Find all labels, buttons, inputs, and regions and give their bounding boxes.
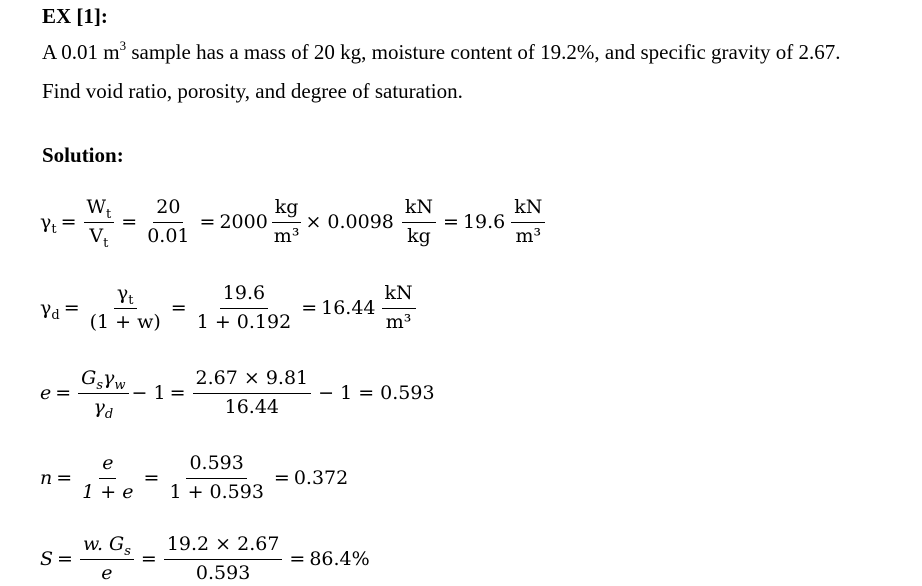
equation-dry-unit-weight: $\gamma_d$ = $\frac{\gamma_t}{(1 + w)}$ = $\frac{19.6}{1 + 0.192}$ = 16.44 $\frac{kN}{\text{m³}}$	[40, 282, 419, 335]
problem-line-2: Find void ratio, porosity, and degree of saturation.	[42, 79, 463, 103]
equation-total-unit-weight: $\gamma_t$ = $\frac{W_t}{V_t}$ = $\frac{20}{0.01}$ = 2000 $\frac{kg}{\text{m³}}$ × 0.0098 $\frac{kN}{kg}$ = 19.6 $\frac{kN}{\text{m³}}$	[40, 196, 548, 249]
gamma-t-over-moisture-fraction: $\frac{\gamma_t}{(1 + w)}$	[89, 282, 161, 333]
saturation-result: 86.4%	[309, 548, 370, 571]
gamma-d-symbol: $\gamma_d$	[40, 297, 60, 324]
problem-line-1-start: A 0.01 m	[42, 40, 120, 64]
minus-one: − 1	[131, 382, 166, 405]
porosity-result: 0.372	[293, 467, 349, 490]
equation-degree-of-saturation: S = $\frac{w. G_s}{e}$ = $\frac{19.2 \times 2.67}{0.593}$ = 86.4%	[40, 533, 370, 584]
problem-line-1-end: sample has a mass of 20 kg, moisture content of 19.2%, and specific gravity of 2.67.	[126, 40, 841, 64]
equation-porosity: n = $\frac{e}{1 + e}$ = $\frac{0.593}{1 + 0.593}$ = 0.372	[40, 452, 349, 503]
density-value: 2000	[219, 211, 268, 234]
saturation-symbol: S	[40, 548, 54, 571]
porosity-symbol: n	[40, 467, 53, 490]
dry-weight-numeric-fraction: $\frac{19.6}{1 + 0.192}$	[196, 282, 292, 333]
equation-void-ratio: e = $\frac{G_s\gamma_w}{\gamma_d}$ − 1 = $\frac{2.67 \times 9.81}{16.44}$ − 1 = 0.593	[40, 367, 435, 422]
unit-kn-per-m3: $\frac{kN}{\text{m³}}$	[382, 282, 416, 335]
mass-over-volume-fraction: $\frac{20}{0.01}$	[147, 196, 190, 247]
saturation-numeric-fraction: $\frac{19.2 \times 2.67}{0.593}$	[164, 533, 283, 586]
e-over-one-plus-e-fraction: $\frac{e}{1 + e}$	[82, 452, 134, 503]
void-ratio-symbol: e	[40, 382, 52, 405]
weight-over-volume-fraction: $\frac{W_t}{V_t}$	[84, 196, 115, 249]
gs-gamma-w-over-gamma-d-fraction: $\frac{G_s\gamma_w}{\gamma_d}$	[78, 367, 128, 420]
gamma-t-symbol: $\gamma_t$	[40, 211, 57, 238]
unit-kn-per-kg: $\frac{kN}{kg}$	[402, 196, 436, 249]
gamma-t-result: 19.6	[462, 211, 506, 234]
unit-kg-per-m3: $\frac{kg}{\text{m³}}$	[271, 196, 303, 249]
example-title: EX [1]:	[42, 4, 108, 28]
problem-line-1-superscript: 3	[119, 38, 127, 53]
w-gs-over-e-fraction: $\frac{w. G_s}{e}$	[80, 533, 134, 586]
conversion-factor: × 0.0098	[305, 211, 394, 234]
solution-label: Solution:	[42, 143, 124, 167]
gamma-d-result: 16.44	[321, 297, 376, 320]
void-ratio-numeric-fraction: $\frac{2.67 \times 9.81}{16.44}$	[193, 367, 312, 420]
void-ratio-result: − 1 = 0.593	[318, 382, 435, 405]
unit-kn-per-m3: $\frac{kN}{\text{m³}}$	[511, 196, 545, 249]
porosity-numeric-fraction: $\frac{0.593}{1 + 0.593}$	[169, 452, 264, 503]
problem-line-1	[42, 40, 841, 65]
